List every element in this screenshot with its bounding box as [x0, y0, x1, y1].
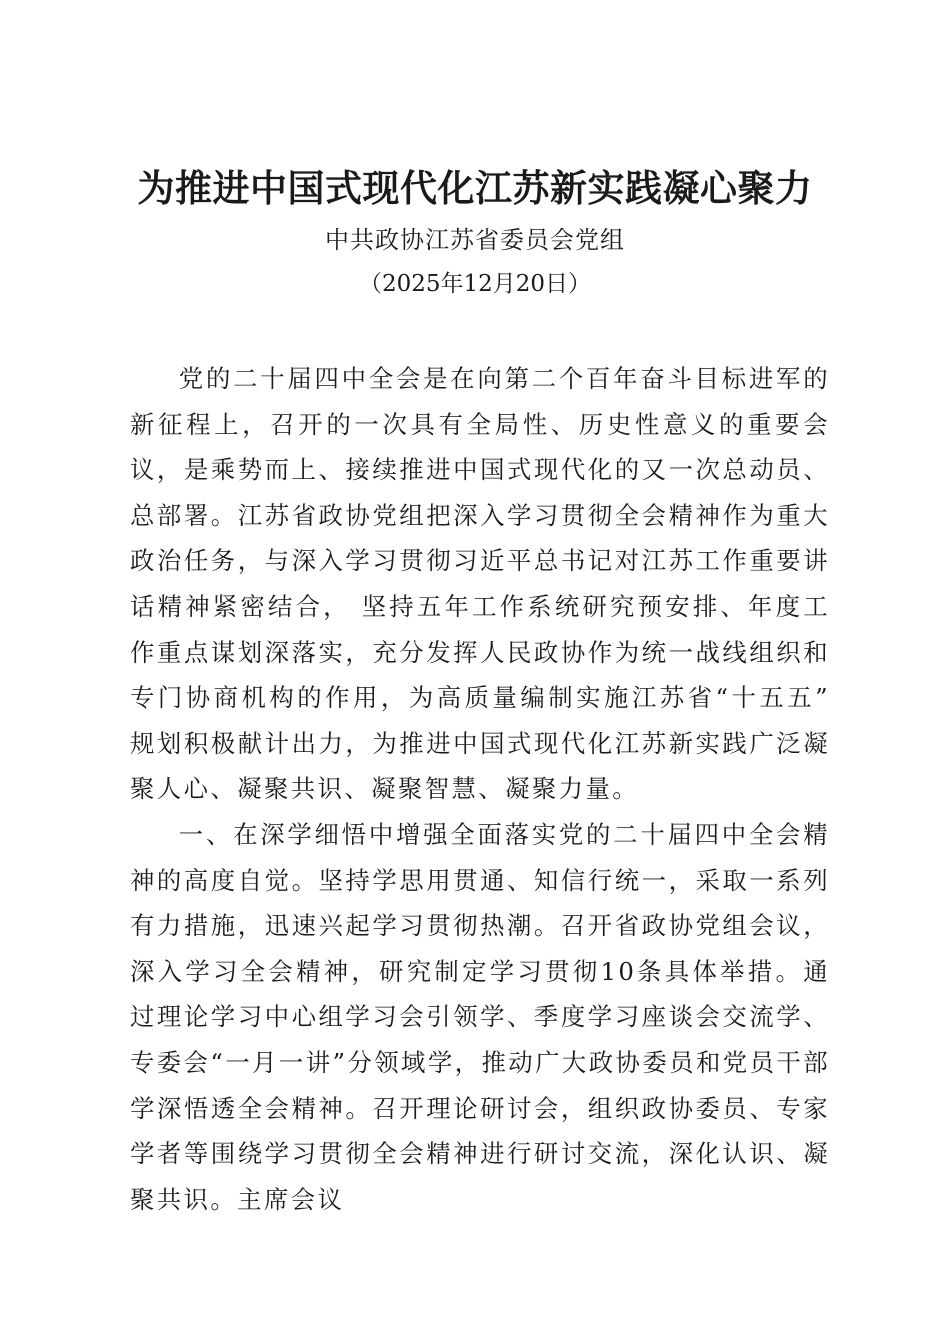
document-title: 为推进中国式现代化江苏新实践凝心聚力	[137, 166, 813, 210]
paragraph-section-one: 一、在深学细悟中增强全面落实党的二十届四中全会精神的高度自觉。坚持学思用贯通、知信行统一，采取一系列有力措施，迅速兴起学习贯彻热潮。召开省政协党组会议，深入学习全会精神，研究制定学习贯彻10条具体举措。通过理论学习中心组学习会引领学、季度学习座谈会交流学、专委会“一月一讲”分领域学，推动广大政协委员和党员干部学深悟透全会精神。召开理论研讨会，组织政协委员、专家学者等围绕学习贯彻全会精神进行研讨交流，深化认识、凝聚共识。主席会议	[130, 819, 830, 1214]
document-body	[130, 356, 830, 1222]
paragraph-intro: 党的二十届四中全会是在向第二个百年奋斗目标进军的新征程上，召开的一次具有全局性、历史性意义的重要会议，是乘势而上、接续推进中国式现代化的又一次总动员、总部署。江苏省政协党组把深入学习贯彻全会精神作为重大政治任务，与深入学习贯彻习近平总书记对江苏工作重要讲话精神紧密结合， 坚持五年工作系统研究预安排、年度工作重点谋划深落实，充分发挥人民政协作为统一战线组织和专门协商机构的作用，为高质量编制实施江苏省“十五五” 规划积极献计出力，为推进中国式现代化江苏新实践广泛凝聚人心、凝聚共识、凝聚智慧、凝聚力量。	[130, 364, 830, 804]
document-date: （2025年12月20日）	[358, 271, 592, 297]
document-author: 中共政协江苏省委员会党组	[325, 226, 625, 254]
